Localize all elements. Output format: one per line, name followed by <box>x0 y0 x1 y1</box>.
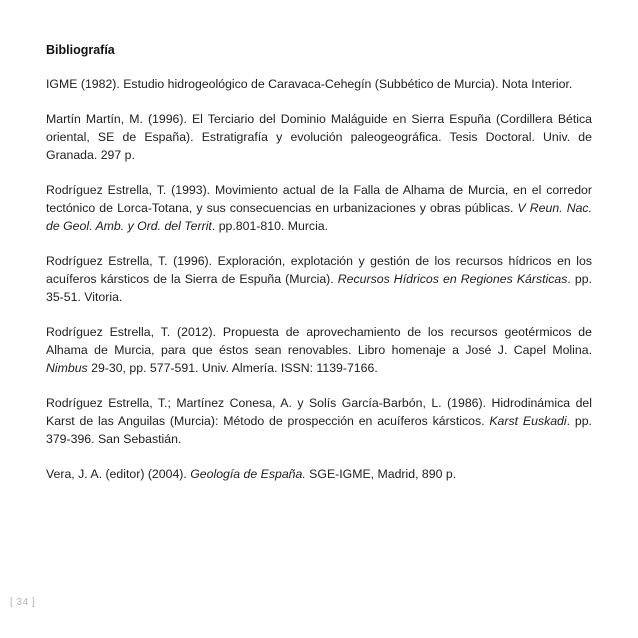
reference-entry <box>46 75 592 93</box>
ref-source-title: Nimbus <box>46 361 88 375</box>
ref-text: Rodríguez Estrella, T. (1993). Movimiento actual de la Falla de Alhama de Murcia, en el corredor tectónico de Lorca-Totana, y sus consecuencias en urbanizaciones y obras públicas. <box>46 183 592 215</box>
reference-entry <box>46 252 592 306</box>
ref-details: . pp. 379-396. San Sebastián. <box>46 414 592 446</box>
ref-text: Rodríguez Estrella, T. (1996). Exploración, explotación y gestión de los recursos hídricos en los acuíferos kársticos de la Sierra de Espuña (Murcia). <box>46 254 592 286</box>
reference-entry <box>46 465 592 483</box>
ref-text: Martín Martín, M. (1996). El Terciario del Dominio Maláguide en Sierra Espuña (Cordillera Bética oriental, SE de España). Estratigrafía y evolución paleogeográfica. Tesis Doctoral. Univ. de Granada. 297 p. <box>46 112 592 162</box>
reference-entry <box>46 181 592 235</box>
ref-source-title: Recursos Hídricos en Regiones Kársticas <box>337 272 568 286</box>
reference-entry <box>46 394 592 448</box>
reference-entry <box>46 110 592 164</box>
ref-source-title: Geología de España. <box>190 467 306 481</box>
bibliography-section <box>46 42 592 500</box>
ref-details: 29-30, pp. 577-591. Univ. Almería. ISSN: 1139-7166. <box>87 361 378 375</box>
ref-source-title: Karst Euskadi <box>489 414 567 428</box>
ref-text: Vera, J. A. (editor) (2004). <box>46 467 191 481</box>
ref-source-title: V Reun. Nac. de Geol. Amb. y Ord. del Territ <box>46 201 592 233</box>
ref-details: SGE-IGME, Madrid, 890 p. <box>305 467 457 481</box>
ref-details: . pp. 35-51. Vitoria. <box>46 272 592 304</box>
ref-text: IGME (1982). Estudio hidrogeológico de Caravaca-Cehegín (Subbético de Murcia). Nota Interior. <box>46 77 573 91</box>
page-number: [ 34 ] <box>10 597 36 608</box>
ref-text: Rodríguez Estrella, T.; Martínez Conesa, A. y Solís García-Barbón, L. (1986). Hidrodinámica del Karst de las Anguilas (Murcia): Método de prospección en acuíferos kársticos. <box>46 396 592 428</box>
ref-details: . pp.801-810. Murcia. <box>211 219 329 233</box>
ref-text: Rodríguez Estrella, T. (2012). Propuesta de aprovechamiento de los recursos geotérmicos de Alhama de Murcia, para que éstos sean renovables. Libro homenaje a José J. Capel Molina. <box>46 325 592 357</box>
section-heading: Bibliografía <box>46 43 115 57</box>
reference-entry <box>46 323 592 377</box>
